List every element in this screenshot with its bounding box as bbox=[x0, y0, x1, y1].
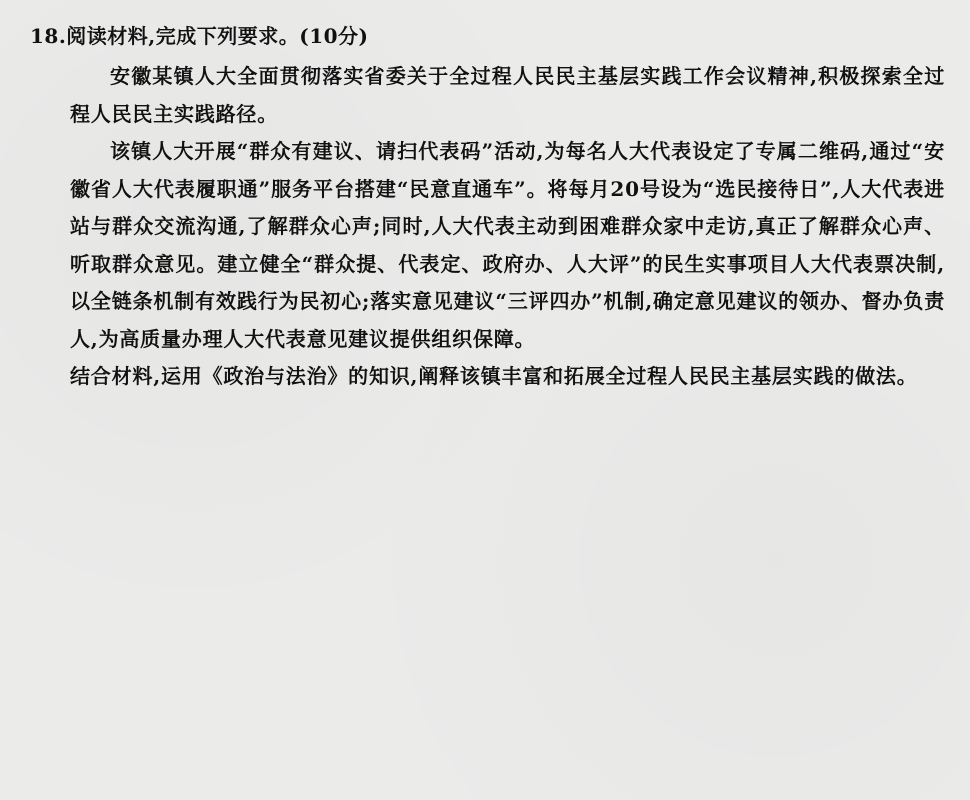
question-header bbox=[30, 20, 945, 52]
question-prompt: 阅读材料,完成下列要求。(10分) bbox=[66, 24, 369, 48]
material-paragraph: 该镇人大开展“群众有建议、请扫代表码”活动,为每名人大代表设定了专属二维码,通过“安徽省人大代表履职通”服务平台搭建“民意直通车”。将每月20号设为“选民接待日”,人大代表进站与群众交流沟通,了解群众心声;同时,人大代表主动到困难群众家中走访,真正了解群众心声、听取群众意见。建立健全“群众提、代表定、政府办、人大评”的民生实事项目人大代表票决制,以全链条机制有效践行为民初心;落实意见建议“三评四办”机制,确定意见建议的领办、督办负责人,为高质量办理人大代表意见建议提供组织保障。 bbox=[70, 139, 945, 351]
material-paragraph: 安徽某镇人大全面贯彻落实省委关于全过程人民民主基层实践工作会议精神,积极探索全过程人民民主实践路径。 bbox=[70, 64, 945, 126]
task-requirement: 结合材料,运用《政治与法治》的知识,阐释该镇丰富和拓展全过程人民民主基层实践的做法。 bbox=[70, 364, 918, 388]
question-block bbox=[30, 20, 945, 396]
material-text bbox=[70, 58, 945, 358]
question-number: 18. bbox=[30, 24, 67, 48]
